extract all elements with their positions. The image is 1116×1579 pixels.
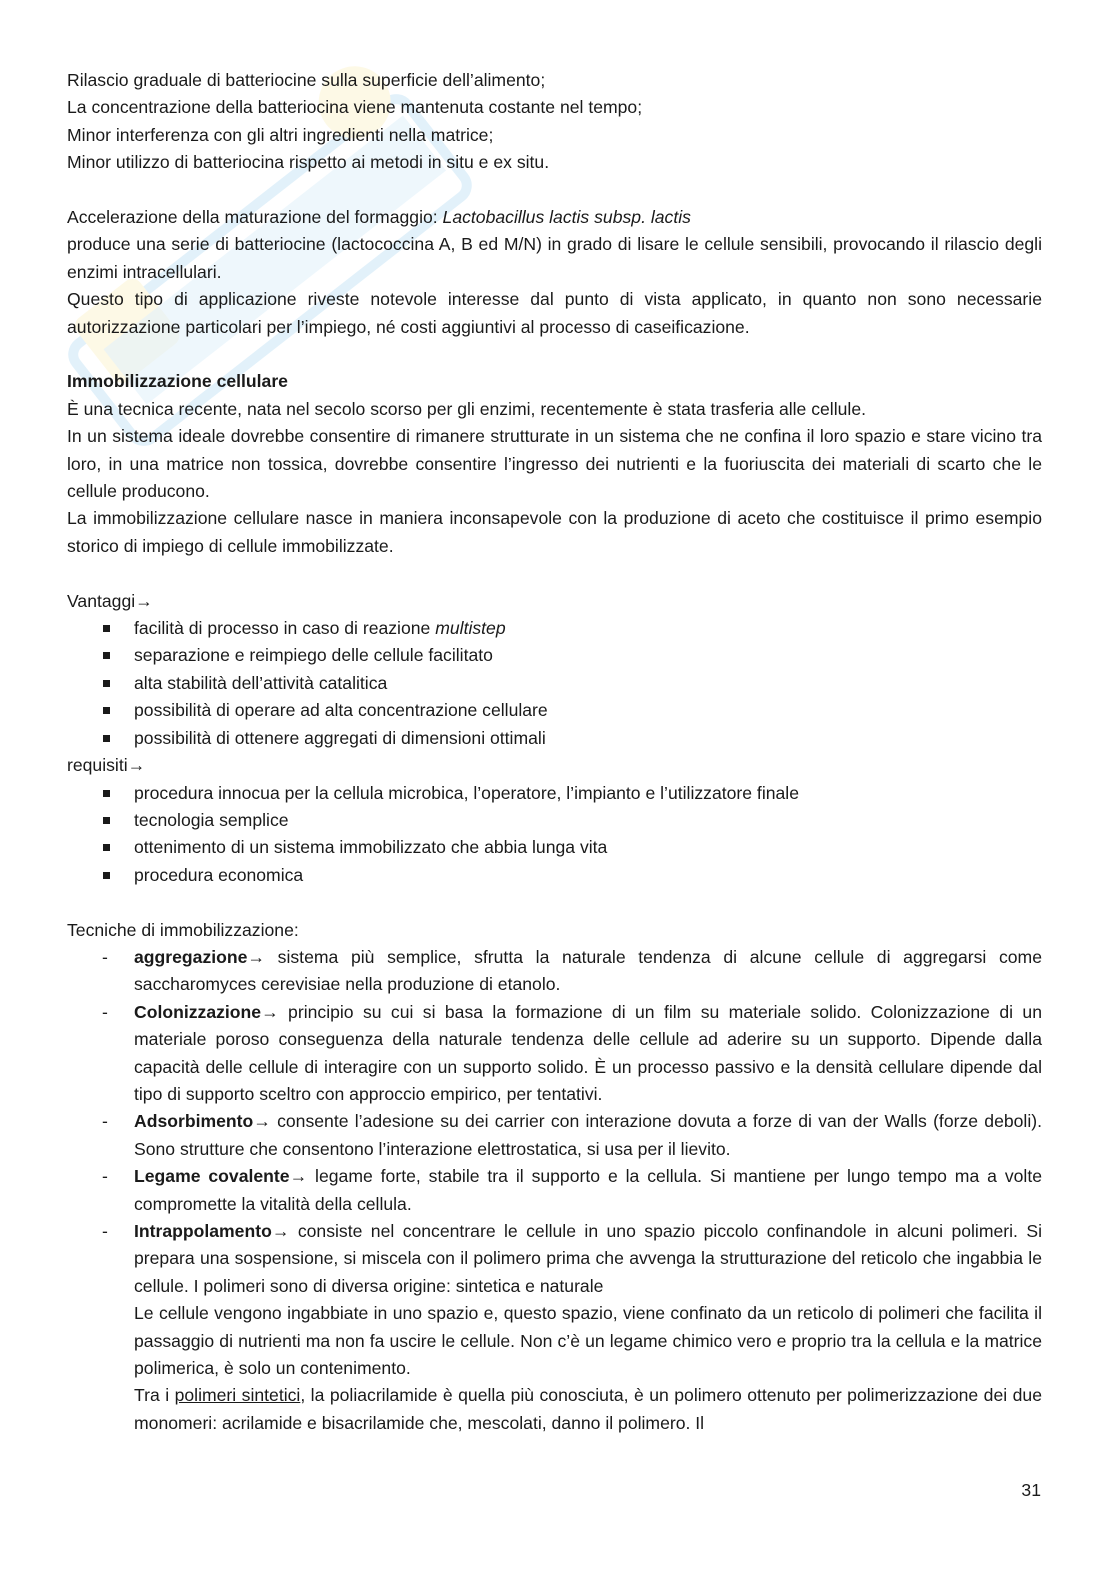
- cheese-paragraph: produce una serie di batteriocine (lactococcina A, B ed M/N) in grado di lisare le cellule sensibili, provocando il rilascio degli enzimi intracellulari.: [67, 234, 1042, 282]
- underlined-term: polimeri sintetici: [174, 1385, 301, 1406]
- immob-paragraph-1: È una tecnica recente, nata nel secolo scorso per gli enzimi, recentemente è stata trasferia alle cellule.: [67, 398, 866, 419]
- vantaggi-label: Vantaggi→: [67, 590, 153, 611]
- document-body: [67, 67, 1042, 1437]
- intro-line: Minor interferenza con gli altri ingredienti nella matrice;: [67, 124, 494, 145]
- intrappolamento-continuation: Le cellule vengono ingabbiate in uno spazio e, questo spazio, viene confinato da un reticolo di polimeri che facilita il passaggio di nutrienti ma non fa uscire le cellule. Non c’è un legame chimico vero e proprio tra la cellula e la matrice polimerica, è solo un contenimento.: [134, 1303, 1042, 1379]
- arrow-icon: →: [135, 590, 153, 611]
- requisiti-label: requisiti→: [67, 755, 146, 776]
- list-item: separazione e reimpiego delle cellule facilitato: [67, 642, 1042, 669]
- list-item: facilità di processo in caso di reazione multistep: [67, 615, 1042, 642]
- list-item: tecnologia semplice: [67, 807, 1042, 834]
- organism-name: Lactobacillus lactis subsp. lactis: [442, 207, 691, 228]
- list-item: ottenimento di un sistema immobilizzato che abbia lunga vita: [67, 834, 1042, 861]
- list-item: possibilità di operare ad alta concentrazione cellulare: [67, 697, 1042, 724]
- vantaggi-list: [67, 615, 1042, 752]
- arrow-icon: →: [261, 1001, 279, 1022]
- cheese-paragraph-lead: Accelerazione della maturazione del formaggio: Lactobacillus lactis subsp. lactis: [67, 207, 691, 228]
- arrow-icon: →: [127, 755, 146, 776]
- arrow-icon: →: [289, 1166, 308, 1187]
- immob-paragraph-3: La immobilizzazione cellulare nasce in maniera inconsapevole con la produzione di aceto che costituisce il primo esempio storico di impiego di cellule immobilizzate.: [67, 508, 1042, 556]
- page-number: 31: [1021, 1480, 1041, 1500]
- intro-line: Rilascio graduale di batteriocine sulla superficie dell’alimento;: [67, 70, 546, 90]
- list-item: procedura innocua per la cellula microbica, l’operatore, l’impianto e l’utilizzatore finale: [67, 780, 1042, 807]
- intro-line: La concentrazione della batteriocina viene mantenuta costante nel tempo;: [67, 97, 643, 118]
- immob-paragraph-2: In un sistema ideale dovrebbe consentire di rimanere strutturate in un sistema che ne confina il loro spazio e stare vicino tra loro, in una matrice non tossica, dovrebbe consentire l’ingresso dei nutrienti e la fuoriuscita dei materiali di scarto che le cellule producono.: [67, 426, 1042, 502]
- arrow-icon: →: [253, 1111, 271, 1132]
- arrow-icon: →: [247, 946, 265, 967]
- cheese-paragraph-2: Questo tipo di applicazione riveste notevole interesse dal punto di vista applicato, in quanto non sono necessarie autorizzazione particolari per l’impiego, né costi aggiuntivi al processo di caseificazione.: [67, 289, 1042, 337]
- section-heading: Immobilizzazione cellulare: [67, 371, 288, 392]
- polimeri-sintetici-paragraph: Tra i polimeri sintetici, la poliacrilamide è quella più conosciuta, è un polimero ottenuto per polimerizzazione dei due monomeri: acrilamide e bisacrilamide che, mescolati, danno il polimero. Il: [134, 1385, 1042, 1433]
- list-item: procedura economica: [67, 862, 1042, 889]
- list-item: - aggregazione→ sistema più semplice, sfrutta la naturale tendenza di alcune cellule di aggregarsi come saccharomyces cerevisiae nella produzione di etanolo.: [102, 946, 1042, 995]
- list-item: - Intrappolamento→ consiste nel concentrare le cellule in uno spazio piccolo confinandole in alcuni polimeri. Si prepara una sospensione, si miscela con il polimero prima che avvenga la strutturazione del reticolo che ingabbia le cellule. I polimeri sono di diversa origine: sintetica e naturale: [102, 1221, 1042, 1296]
- list-item: alta stabilità dell’attività catalitica: [67, 670, 1042, 697]
- tecniche-title: Tecniche di immobilizzazione:: [67, 919, 299, 940]
- requisiti-list: [67, 780, 1042, 890]
- intro-line: Minor utilizzo di batteriocina rispetto ai metodi in situ e ex situ.: [67, 152, 550, 173]
- list-item: - Legame covalente→ legame forte, stabile tra il supporto e la cellula. Si mantiene per lungo tempo ma a volte compromette la vitalità della cellula.: [102, 1166, 1042, 1214]
- tecniche-list: [67, 944, 1042, 1300]
- list-item: possibilità di ottenere aggregati di dimensioni ottimali: [67, 725, 1042, 752]
- arrow-icon: →: [271, 1221, 290, 1241]
- list-item: - Adsorbimento→ consente l’adesione su dei carrier con interazione dovuta a forze di van der Walls (forze deboli). Sono strutture che consentono l’interazione elettrostatica, si usa per il lievito.: [102, 1111, 1042, 1159]
- list-item: - Colonizzazione→ principio su cui si basa la formazione di un film su materiale solido. Colonizzazione di un materiale poroso conseguenza della naturale tendenza delle cellule ad aderire su un supporto. Dipende dalla capacità delle cellule di interagire con un supporto solido. È un processo passivo e la densità cellulare dipende dal tipo di supporto sceltro con approccio empirico, per tentativi.: [102, 1001, 1042, 1104]
